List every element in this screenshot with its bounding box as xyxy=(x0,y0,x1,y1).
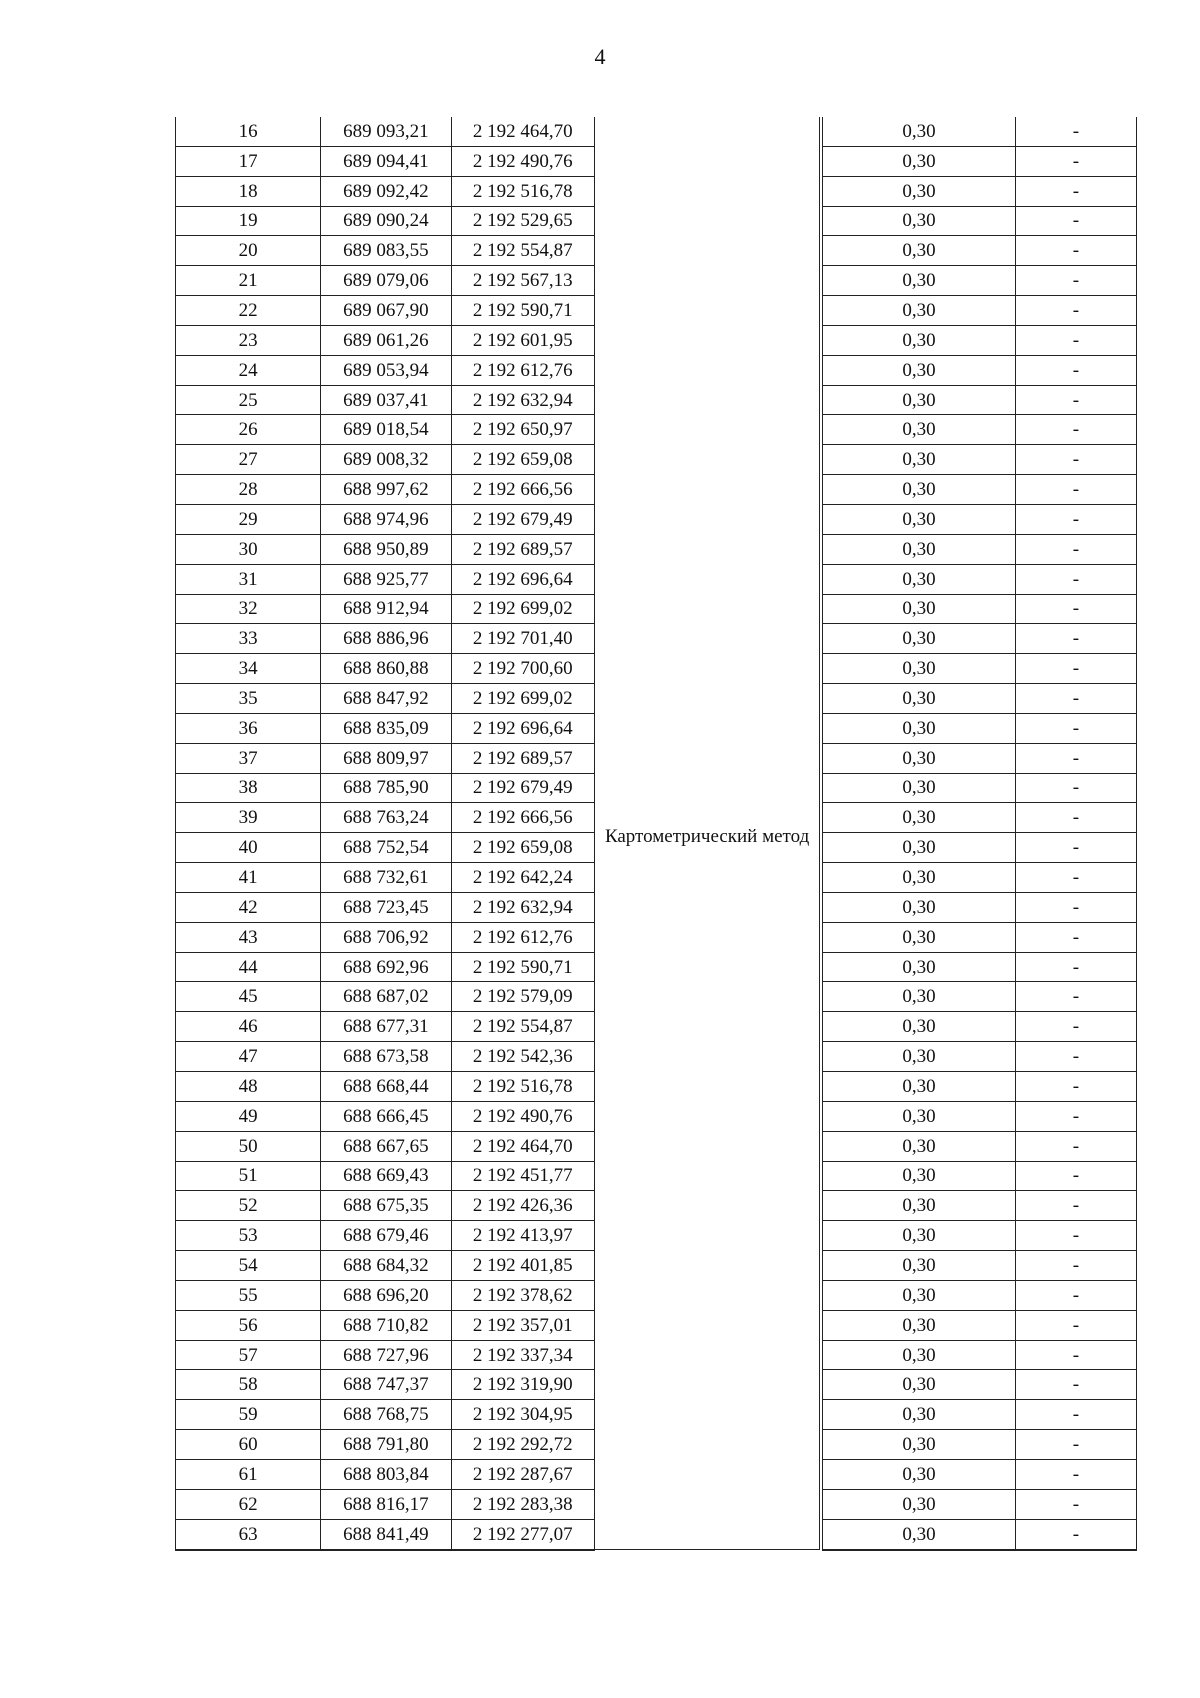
dash-cell: - xyxy=(1015,1430,1136,1460)
point-number-cell: 52 xyxy=(176,1191,321,1221)
coordinate-y-cell: 2 192 490,76 xyxy=(451,146,594,176)
coordinate-y-cell: 2 192 689,57 xyxy=(451,743,594,773)
accuracy-cell: 0,30 xyxy=(823,1280,1015,1310)
point-number-cell: 53 xyxy=(176,1221,321,1251)
point-number-cell: 29 xyxy=(176,504,321,534)
coordinate-x-cell: 688 668,44 xyxy=(321,1072,451,1102)
coordinate-y-cell: 2 192 666,56 xyxy=(451,475,594,505)
dash-cell: - xyxy=(1015,385,1136,415)
point-number-cell: 55 xyxy=(176,1280,321,1310)
point-number-cell: 42 xyxy=(176,892,321,922)
accuracy-cell: 0,30 xyxy=(823,892,1015,922)
accuracy-cell: 0,30 xyxy=(823,684,1015,714)
point-number-cell: 34 xyxy=(176,654,321,684)
dash-cell: - xyxy=(1015,206,1136,236)
dash-cell: - xyxy=(1015,1161,1136,1191)
dash-cell: - xyxy=(1015,1459,1136,1489)
dash-cell: - xyxy=(1015,654,1136,684)
point-number-cell: 22 xyxy=(176,296,321,326)
point-number-cell: 60 xyxy=(176,1430,321,1460)
accuracy-cell: 0,30 xyxy=(823,833,1015,863)
coordinate-x-cell: 688 666,45 xyxy=(321,1101,451,1131)
accuracy-cell: 0,30 xyxy=(823,863,1015,893)
point-number-cell: 49 xyxy=(176,1101,321,1131)
coordinates-table xyxy=(175,117,1137,1551)
dash-cell: - xyxy=(1015,1012,1136,1042)
coordinate-y-cell: 2 192 650,97 xyxy=(451,415,594,445)
point-number-cell: 21 xyxy=(176,266,321,296)
dash-cell: - xyxy=(1015,445,1136,475)
coordinate-y-cell: 2 192 413,97 xyxy=(451,1221,594,1251)
coordinate-x-cell: 688 675,35 xyxy=(321,1191,451,1221)
coordinate-x-cell: 688 803,84 xyxy=(321,1459,451,1489)
coordinate-x-cell: 688 847,92 xyxy=(321,684,451,714)
coordinate-y-cell: 2 192 632,94 xyxy=(451,892,594,922)
dash-cell: - xyxy=(1015,236,1136,266)
accuracy-cell: 0,30 xyxy=(823,1161,1015,1191)
method-cell: Картометрический метод xyxy=(594,117,819,1550)
coordinate-x-cell: 688 860,88 xyxy=(321,654,451,684)
accuracy-cell: 0,30 xyxy=(823,1012,1015,1042)
dash-cell: - xyxy=(1015,952,1136,982)
accuracy-cell: 0,30 xyxy=(823,1310,1015,1340)
table-row xyxy=(176,117,1137,146)
coordinate-y-cell: 2 192 292,72 xyxy=(451,1430,594,1460)
coordinate-x-cell: 688 912,94 xyxy=(321,594,451,624)
coordinate-y-cell: 2 192 451,77 xyxy=(451,1161,594,1191)
point-number-cell: 16 xyxy=(176,117,321,146)
point-number-cell: 62 xyxy=(176,1489,321,1519)
dash-cell: - xyxy=(1015,624,1136,654)
point-number-cell: 63 xyxy=(176,1519,321,1549)
dash-cell: - xyxy=(1015,982,1136,1012)
accuracy-cell: 0,30 xyxy=(823,1459,1015,1489)
coordinate-x-cell: 689 008,32 xyxy=(321,445,451,475)
coordinate-y-cell: 2 192 554,87 xyxy=(451,1012,594,1042)
dash-cell: - xyxy=(1015,743,1136,773)
coordinate-x-cell: 688 692,96 xyxy=(321,952,451,982)
point-number-cell: 27 xyxy=(176,445,321,475)
accuracy-cell: 0,30 xyxy=(823,1430,1015,1460)
dash-cell: - xyxy=(1015,1280,1136,1310)
coordinate-x-cell: 689 053,94 xyxy=(321,355,451,385)
dash-cell: - xyxy=(1015,713,1136,743)
accuracy-cell: 0,30 xyxy=(823,415,1015,445)
accuracy-cell: 0,30 xyxy=(823,445,1015,475)
coordinate-y-cell: 2 192 659,08 xyxy=(451,833,594,863)
point-number-cell: 19 xyxy=(176,206,321,236)
coordinate-x-cell: 688 809,97 xyxy=(321,743,451,773)
point-number-cell: 35 xyxy=(176,684,321,714)
accuracy-cell: 0,30 xyxy=(823,146,1015,176)
accuracy-cell: 0,30 xyxy=(823,1400,1015,1430)
coordinate-y-cell: 2 192 287,67 xyxy=(451,1459,594,1489)
coordinate-x-cell: 688 997,62 xyxy=(321,475,451,505)
coordinate-x-cell: 688 687,02 xyxy=(321,982,451,1012)
coordinate-x-cell: 689 037,41 xyxy=(321,385,451,415)
point-number-cell: 18 xyxy=(176,176,321,206)
coordinate-y-cell: 2 192 516,78 xyxy=(451,176,594,206)
point-number-cell: 33 xyxy=(176,624,321,654)
coordinate-y-cell: 2 192 701,40 xyxy=(451,624,594,654)
coordinate-y-cell: 2 192 426,36 xyxy=(451,1191,594,1221)
accuracy-cell: 0,30 xyxy=(823,1191,1015,1221)
dash-cell: - xyxy=(1015,325,1136,355)
accuracy-cell: 0,30 xyxy=(823,296,1015,326)
accuracy-cell: 0,30 xyxy=(823,594,1015,624)
accuracy-cell: 0,30 xyxy=(823,773,1015,803)
coordinate-x-cell: 689 067,90 xyxy=(321,296,451,326)
coordinate-y-cell: 2 192 579,09 xyxy=(451,982,594,1012)
coordinate-x-cell: 688 950,89 xyxy=(321,534,451,564)
dash-cell: - xyxy=(1015,504,1136,534)
coordinate-y-cell: 2 192 601,95 xyxy=(451,325,594,355)
dash-cell: - xyxy=(1015,594,1136,624)
point-number-cell: 26 xyxy=(176,415,321,445)
coordinate-y-cell: 2 192 679,49 xyxy=(451,773,594,803)
coordinate-x-cell: 689 018,54 xyxy=(321,415,451,445)
accuracy-cell: 0,30 xyxy=(823,266,1015,296)
coordinate-x-cell: 688 752,54 xyxy=(321,833,451,863)
point-number-cell: 54 xyxy=(176,1251,321,1281)
coordinate-y-cell: 2 192 590,71 xyxy=(451,296,594,326)
coordinate-y-cell: 2 192 696,64 xyxy=(451,564,594,594)
coordinate-x-cell: 688 785,90 xyxy=(321,773,451,803)
coordinate-x-cell: 689 092,42 xyxy=(321,176,451,206)
accuracy-cell: 0,30 xyxy=(823,1101,1015,1131)
point-number-cell: 58 xyxy=(176,1370,321,1400)
point-number-cell: 17 xyxy=(176,146,321,176)
coordinate-y-cell: 2 192 590,71 xyxy=(451,952,594,982)
accuracy-cell: 0,30 xyxy=(823,1519,1015,1549)
dash-cell: - xyxy=(1015,266,1136,296)
dash-cell: - xyxy=(1015,355,1136,385)
coordinate-x-cell: 689 083,55 xyxy=(321,236,451,266)
dash-cell: - xyxy=(1015,833,1136,863)
accuracy-cell: 0,30 xyxy=(823,236,1015,266)
coordinate-y-cell: 2 192 304,95 xyxy=(451,1400,594,1430)
accuracy-cell: 0,30 xyxy=(823,1251,1015,1281)
coordinate-x-cell: 688 763,24 xyxy=(321,803,451,833)
dash-cell: - xyxy=(1015,176,1136,206)
point-number-cell: 23 xyxy=(176,325,321,355)
coordinate-x-cell: 689 093,21 xyxy=(321,117,451,146)
coordinate-x-cell: 688 677,31 xyxy=(321,1012,451,1042)
accuracy-cell: 0,30 xyxy=(823,1340,1015,1370)
dash-cell: - xyxy=(1015,1101,1136,1131)
dash-cell: - xyxy=(1015,803,1136,833)
accuracy-cell: 0,30 xyxy=(823,1489,1015,1519)
coordinate-y-cell: 2 192 337,34 xyxy=(451,1340,594,1370)
dash-cell: - xyxy=(1015,1072,1136,1102)
accuracy-cell: 0,30 xyxy=(823,564,1015,594)
point-number-cell: 44 xyxy=(176,952,321,982)
dash-cell: - xyxy=(1015,892,1136,922)
coordinate-y-cell: 2 192 357,01 xyxy=(451,1310,594,1340)
accuracy-cell: 0,30 xyxy=(823,654,1015,684)
dash-cell: - xyxy=(1015,1191,1136,1221)
coordinate-x-cell: 688 974,96 xyxy=(321,504,451,534)
coordinate-y-cell: 2 192 699,02 xyxy=(451,594,594,624)
dash-cell: - xyxy=(1015,564,1136,594)
accuracy-cell: 0,30 xyxy=(823,206,1015,236)
point-number-cell: 45 xyxy=(176,982,321,1012)
point-number-cell: 20 xyxy=(176,236,321,266)
point-number-cell: 32 xyxy=(176,594,321,624)
accuracy-cell: 0,30 xyxy=(823,952,1015,982)
coordinate-x-cell: 688 669,43 xyxy=(321,1161,451,1191)
accuracy-cell: 0,30 xyxy=(823,1072,1015,1102)
coordinate-y-cell: 2 192 696,64 xyxy=(451,713,594,743)
point-number-cell: 61 xyxy=(176,1459,321,1489)
dash-cell: - xyxy=(1015,475,1136,505)
coordinate-x-cell: 688 841,49 xyxy=(321,1519,451,1549)
accuracy-cell: 0,30 xyxy=(823,1221,1015,1251)
accuracy-cell: 0,30 xyxy=(823,1370,1015,1400)
coordinate-y-cell: 2 192 689,57 xyxy=(451,534,594,564)
coordinate-y-cell: 2 192 699,02 xyxy=(451,684,594,714)
page-number: 4 xyxy=(594,44,606,69)
accuracy-cell: 0,30 xyxy=(823,385,1015,415)
coordinate-y-cell: 2 192 277,07 xyxy=(451,1519,594,1549)
coordinate-y-cell: 2 192 283,38 xyxy=(451,1489,594,1519)
point-number-cell: 38 xyxy=(176,773,321,803)
dash-cell: - xyxy=(1015,1370,1136,1400)
accuracy-cell: 0,30 xyxy=(823,325,1015,355)
coordinate-x-cell: 688 673,58 xyxy=(321,1042,451,1072)
coordinate-y-cell: 2 192 378,62 xyxy=(451,1280,594,1310)
point-number-cell: 28 xyxy=(176,475,321,505)
coordinate-x-cell: 688 816,17 xyxy=(321,1489,451,1519)
accuracy-cell: 0,30 xyxy=(823,982,1015,1012)
point-number-cell: 36 xyxy=(176,713,321,743)
coordinate-y-cell: 2 192 700,60 xyxy=(451,654,594,684)
dash-cell: - xyxy=(1015,296,1136,326)
accuracy-cell: 0,30 xyxy=(823,1042,1015,1072)
dash-cell: - xyxy=(1015,863,1136,893)
dash-cell: - xyxy=(1015,1251,1136,1281)
dash-cell: - xyxy=(1015,1519,1136,1549)
dash-cell: - xyxy=(1015,1131,1136,1161)
dash-cell: - xyxy=(1015,773,1136,803)
coordinate-y-cell: 2 192 554,87 xyxy=(451,236,594,266)
coordinate-x-cell: 688 732,61 xyxy=(321,863,451,893)
coordinate-y-cell: 2 192 632,94 xyxy=(451,385,594,415)
point-number-cell: 47 xyxy=(176,1042,321,1072)
coordinate-y-cell: 2 192 642,24 xyxy=(451,863,594,893)
point-number-cell: 41 xyxy=(176,863,321,893)
coordinate-x-cell: 689 061,26 xyxy=(321,325,451,355)
dash-cell: - xyxy=(1015,1221,1136,1251)
dash-cell: - xyxy=(1015,1400,1136,1430)
coordinates-table-body xyxy=(176,117,1137,1550)
dash-cell: - xyxy=(1015,146,1136,176)
coordinate-x-cell: 688 679,46 xyxy=(321,1221,451,1251)
point-number-cell: 48 xyxy=(176,1072,321,1102)
dash-cell: - xyxy=(1015,534,1136,564)
point-number-cell: 37 xyxy=(176,743,321,773)
coordinate-x-cell: 688 723,45 xyxy=(321,892,451,922)
coordinate-y-cell: 2 192 612,76 xyxy=(451,922,594,952)
accuracy-cell: 0,30 xyxy=(823,803,1015,833)
point-number-cell: 43 xyxy=(176,922,321,952)
coordinate-y-cell: 2 192 529,65 xyxy=(451,206,594,236)
dash-cell: - xyxy=(1015,1042,1136,1072)
coordinate-x-cell: 688 667,65 xyxy=(321,1131,451,1161)
point-number-cell: 31 xyxy=(176,564,321,594)
accuracy-cell: 0,30 xyxy=(823,475,1015,505)
coordinate-y-cell: 2 192 666,56 xyxy=(451,803,594,833)
dash-cell: - xyxy=(1015,117,1136,146)
accuracy-cell: 0,30 xyxy=(823,624,1015,654)
point-number-cell: 24 xyxy=(176,355,321,385)
point-number-cell: 25 xyxy=(176,385,321,415)
coordinate-y-cell: 2 192 612,76 xyxy=(451,355,594,385)
coordinate-x-cell: 688 696,20 xyxy=(321,1280,451,1310)
coordinate-y-cell: 2 192 679,49 xyxy=(451,504,594,534)
dash-cell: - xyxy=(1015,1340,1136,1370)
coordinate-x-cell: 688 727,96 xyxy=(321,1340,451,1370)
point-number-cell: 46 xyxy=(176,1012,321,1042)
point-number-cell: 56 xyxy=(176,1310,321,1340)
coordinate-x-cell: 688 835,09 xyxy=(321,713,451,743)
dash-cell: - xyxy=(1015,684,1136,714)
coordinate-x-cell: 688 684,32 xyxy=(321,1251,451,1281)
coordinate-y-cell: 2 192 464,70 xyxy=(451,1131,594,1161)
coordinate-y-cell: 2 192 464,70 xyxy=(451,117,594,146)
coordinate-x-cell: 688 706,92 xyxy=(321,922,451,952)
point-number-cell: 30 xyxy=(176,534,321,564)
coordinate-x-cell: 689 090,24 xyxy=(321,206,451,236)
point-number-cell: 51 xyxy=(176,1161,321,1191)
accuracy-cell: 0,30 xyxy=(823,713,1015,743)
point-number-cell: 40 xyxy=(176,833,321,863)
accuracy-cell: 0,30 xyxy=(823,117,1015,146)
coordinate-y-cell: 2 192 516,78 xyxy=(451,1072,594,1102)
coordinate-x-cell: 688 886,96 xyxy=(321,624,451,654)
accuracy-cell: 0,30 xyxy=(823,534,1015,564)
coordinate-x-cell: 688 925,77 xyxy=(321,564,451,594)
point-number-cell: 59 xyxy=(176,1400,321,1430)
dash-cell: - xyxy=(1015,1310,1136,1340)
coordinate-x-cell: 689 079,06 xyxy=(321,266,451,296)
dash-cell: - xyxy=(1015,415,1136,445)
coordinate-x-cell: 688 768,75 xyxy=(321,1400,451,1430)
accuracy-cell: 0,30 xyxy=(823,743,1015,773)
coordinate-y-cell: 2 192 659,08 xyxy=(451,445,594,475)
accuracy-cell: 0,30 xyxy=(823,504,1015,534)
accuracy-cell: 0,30 xyxy=(823,176,1015,206)
accuracy-cell: 0,30 xyxy=(823,355,1015,385)
coordinate-x-cell: 688 791,80 xyxy=(321,1430,451,1460)
coordinate-y-cell: 2 192 542,36 xyxy=(451,1042,594,1072)
coordinate-x-cell: 689 094,41 xyxy=(321,146,451,176)
point-number-cell: 39 xyxy=(176,803,321,833)
dash-cell: - xyxy=(1015,922,1136,952)
point-number-cell: 57 xyxy=(176,1340,321,1370)
coordinate-x-cell: 688 710,82 xyxy=(321,1310,451,1340)
point-number-cell: 50 xyxy=(176,1131,321,1161)
accuracy-cell: 0,30 xyxy=(823,922,1015,952)
coordinate-y-cell: 2 192 401,85 xyxy=(451,1251,594,1281)
coordinate-y-cell: 2 192 319,90 xyxy=(451,1370,594,1400)
dash-cell: - xyxy=(1015,1489,1136,1519)
coordinate-y-cell: 2 192 567,13 xyxy=(451,266,594,296)
accuracy-cell: 0,30 xyxy=(823,1131,1015,1161)
coordinate-y-cell: 2 192 490,76 xyxy=(451,1101,594,1131)
coordinate-x-cell: 688 747,37 xyxy=(321,1370,451,1400)
